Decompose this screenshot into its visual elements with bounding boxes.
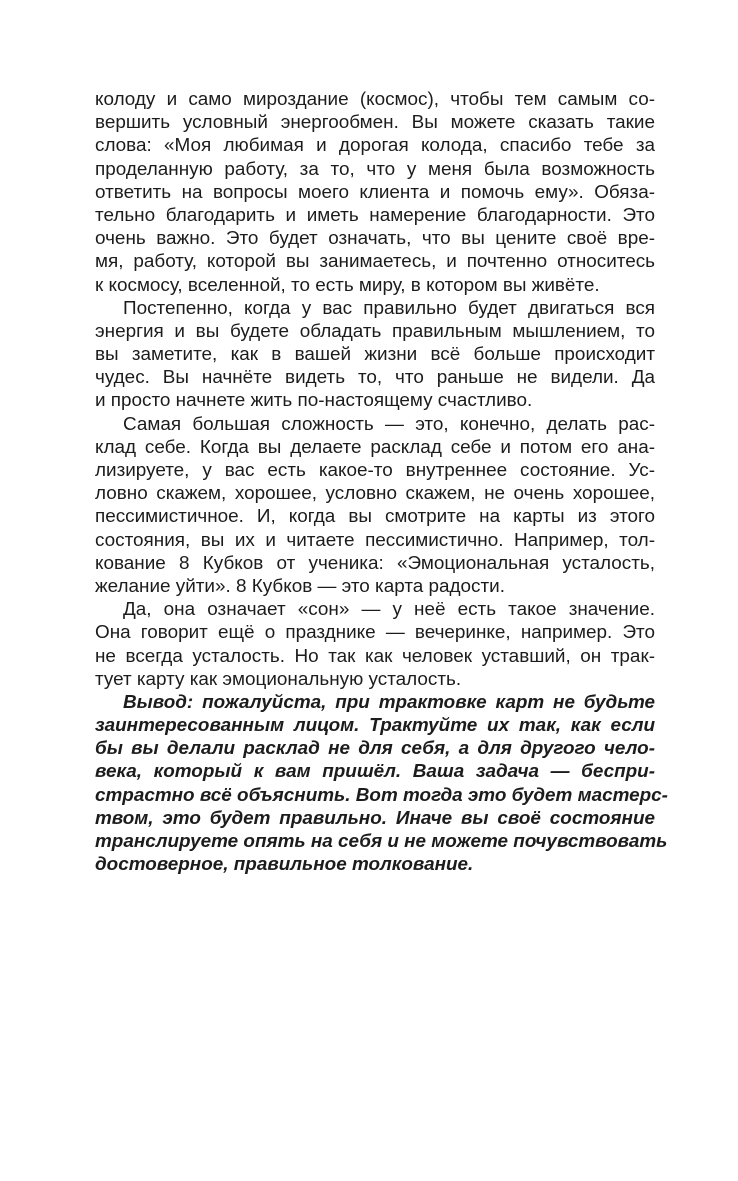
text-line: состояния, вы их и читаете пессимистично. Например, тол-: [95, 529, 655, 551]
text-line: и просто начнете жить по-настоящему счастливо.: [95, 390, 533, 412]
paragraph-3: [95, 413, 655, 599]
paragraph-4: [95, 598, 655, 691]
text-line: очень важно. Это будет означать, что вы цените своё вре-: [95, 228, 655, 250]
text-line: чудес. Вы начнёте видеть то, что раньше не видели. Да: [95, 367, 655, 389]
text-line: желание уйти». 8 Кубков — это карта радости.: [95, 575, 505, 597]
text-line: энергия и вы будете обладать правильным мышлением, то: [95, 320, 655, 342]
text-line: тельно благодарить и иметь намерение благодарности. Это: [95, 204, 655, 226]
conclusion-line: достоверное, правильное толкование.: [95, 854, 474, 876]
text-line: Она говорит ещё о празднике — вечеринке, например. Это: [95, 622, 655, 644]
conclusion-line: бы вы делали расклад не для себя, а для другого чело-: [95, 738, 655, 760]
conclusion-line: века, который к вам пришёл. Ваша задача — беспри-: [95, 761, 655, 783]
conclusion-paragraph: [95, 691, 668, 877]
text-line: проделанную работу, за то, что у меня была возможность: [95, 158, 655, 180]
text-line: тует карту как эмоциональную усталость.: [95, 668, 462, 690]
text-line: клад себе. Когда вы делаете расклад себе и потом его ана-: [95, 436, 655, 458]
conclusion-line: твом, это будет правильно. Иначе вы своё состояние: [95, 807, 655, 829]
conclusion-line: страстно всё объяснить. Вот тогда это будет мастерс-: [95, 784, 668, 806]
page-body: [95, 88, 668, 876]
text-line: мя, работу, которой вы занимаетесь, и почтенно относитесь: [95, 251, 655, 273]
text-line: Да, она означает «сон» — у неё есть такое значение.: [123, 599, 655, 621]
text-line: не всегда усталость. Но так как человек уставший, он трак-: [95, 645, 655, 667]
text-line: к космосу, вселенной, то есть миру, в котором вы живёте.: [95, 274, 600, 296]
conclusion-line: транслируете опять на себя и не можете почувствовать: [95, 831, 668, 852]
text-line: лизируете, у вас есть какое-то внутреннее состояние. Ус-: [95, 460, 655, 481]
text-line: Постепенно, когда у вас правильно будет двигаться вся: [123, 297, 655, 319]
text-line: пессимистичное. И, когда вы смотрите на карты из этого: [95, 506, 655, 528]
paragraph-1: [95, 88, 655, 297]
text-line: ответить на вопросы моего клиента и помочь ему». Обяза-: [95, 181, 655, 203]
paragraph-2: [95, 297, 655, 413]
text-line: Самая большая сложность — это, конечно, делать рас-: [123, 413, 655, 435]
text-line: вершить условный энергообмен. Вы можете сказать такие: [95, 112, 655, 134]
text-line: ловно скажем, хорошее, условно скажем, не очень хорошее,: [95, 483, 655, 505]
text-line: слова: «Моя любимая и дорогая колода, спасибо тебе за: [95, 135, 655, 157]
text-line: колоду и само мироздание (космос), чтобы тем самым со-: [95, 89, 655, 110]
conclusion-line: Вывод: пожалуйста, при трактовке карт не будьте: [123, 691, 655, 713]
conclusion-line: заинтересованным лицом. Трактуйте их так, как если: [95, 715, 655, 737]
text-line: вы заметите, как в вашей жизни всё больше происходит: [95, 344, 655, 366]
text-line: кование 8 Кубков от ученика: «Эмоциональная усталость,: [95, 552, 655, 574]
